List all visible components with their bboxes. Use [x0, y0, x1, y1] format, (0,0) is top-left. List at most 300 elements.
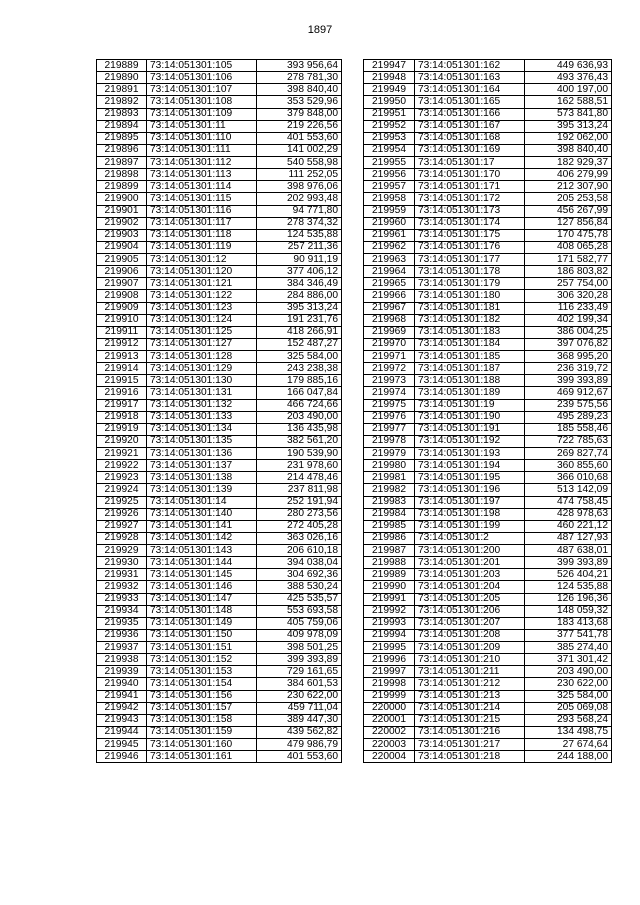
table-row [97, 302, 342, 314]
row-number-cell: 219969 [364, 326, 415, 338]
cadastral-number-cell: 73:14:051301:131 [147, 387, 257, 399]
cadastral-number-cell: 73:14:051301:147 [147, 593, 257, 605]
cadastral-value-cell: 493 376,43 [525, 72, 612, 84]
row-number-cell: 219927 [97, 520, 147, 532]
row-number-cell: 219949 [364, 84, 415, 96]
cadastral-number-cell: 73:14:051301:119 [147, 241, 257, 253]
table-row [97, 84, 342, 96]
table-row [97, 605, 342, 617]
table-row [97, 314, 342, 326]
cadastral-number-cell: 73:14:051301:195 [415, 472, 525, 484]
cadastral-value-cell: 459 711,04 [257, 702, 342, 714]
table-row [97, 484, 342, 496]
row-number-cell: 219903 [97, 229, 147, 241]
cadastral-value-cell: 395 313,24 [525, 120, 612, 132]
cadastral-number-cell: 73:14:051301:112 [147, 157, 257, 169]
cadastral-value-cell: 152 487,27 [257, 338, 342, 350]
cadastral-number-cell: 73:14:051301:211 [415, 666, 525, 678]
cadastral-number-cell: 73:14:051301:216 [415, 726, 525, 738]
row-number-cell: 219945 [97, 739, 147, 751]
cadastral-number-cell: 73:14:051301:129 [147, 363, 257, 375]
cadastral-number-cell: 73:14:051301:113 [147, 169, 257, 181]
table-row [364, 278, 612, 290]
table-row [364, 193, 612, 205]
cadastral-number-cell: 73:14:051301:168 [415, 132, 525, 144]
table-row [97, 532, 342, 544]
cadastral-number-cell: 73:14:051301:170 [415, 169, 525, 181]
table-row [364, 84, 612, 96]
cadastral-value-cell: 456 267,99 [525, 205, 612, 217]
cadastral-number-cell: 73:14:051301:152 [147, 654, 257, 666]
row-number-cell: 219970 [364, 338, 415, 350]
cadastral-number-cell: 73:14:051301:189 [415, 387, 525, 399]
table-row [97, 714, 342, 726]
row-number-cell: 219939 [97, 666, 147, 678]
cadastral-number-cell: 73:14:051301:2 [415, 532, 525, 544]
table-row [97, 338, 342, 350]
row-number-cell: 219896 [97, 144, 147, 156]
table-row [364, 326, 612, 338]
cadastral-value-cell: 134 498,75 [525, 726, 612, 738]
row-number-cell: 219943 [97, 714, 147, 726]
cadastral-number-cell: 73:14:051301:138 [147, 472, 257, 484]
row-number-cell: 219925 [97, 496, 147, 508]
cadastral-number-cell: 73:14:051301:217 [415, 739, 525, 751]
cadastral-value-cell: 377 406,12 [257, 266, 342, 278]
cadastral-number-cell: 73:14:051301:142 [147, 532, 257, 544]
table-row [97, 96, 342, 108]
row-number-cell: 219895 [97, 132, 147, 144]
row-number-cell: 219937 [97, 642, 147, 654]
cadastral-value-cell: 394 038,04 [257, 557, 342, 569]
cadastral-number-cell: 73:14:051301:162 [415, 60, 525, 72]
row-number-cell: 219892 [97, 96, 147, 108]
table-row [364, 241, 612, 253]
cadastral-value-cell: 306 320,28 [525, 290, 612, 302]
cadastral-value-cell: 239 575,56 [525, 399, 612, 411]
row-number-cell: 219974 [364, 387, 415, 399]
cadastral-value-cell: 449 636,93 [525, 60, 612, 72]
cadastral-number-cell: 73:14:051301:196 [415, 484, 525, 496]
cadastral-value-cell: 219 226,56 [257, 120, 342, 132]
cadastral-value-cell: 257 211,36 [257, 241, 342, 253]
cadastral-number-cell: 73:14:051301:194 [415, 460, 525, 472]
cadastral-number-cell: 73:14:051301:192 [415, 435, 525, 447]
table-row [364, 484, 612, 496]
cadastral-number-cell: 73:14:051301:133 [147, 411, 257, 423]
cadastral-value-cell: 487 127,93 [525, 532, 612, 544]
cadastral-value-cell: 278 374,32 [257, 217, 342, 229]
cadastral-value-cell: 183 413,68 [525, 617, 612, 629]
cadastral-value-cell: 402 199,34 [525, 314, 612, 326]
cadastral-number-cell: 73:14:051301:203 [415, 569, 525, 581]
table-row [97, 229, 342, 241]
table-row [97, 363, 342, 375]
row-number-cell: 219922 [97, 460, 147, 472]
cadastral-value-cell: 428 978,63 [525, 508, 612, 520]
cadastral-value-cell: 192 062,00 [525, 132, 612, 144]
table-row [97, 569, 342, 581]
table-row [364, 496, 612, 508]
table-row [364, 545, 612, 557]
row-number-cell: 219923 [97, 472, 147, 484]
cadastral-value-cell: 395 313,24 [257, 302, 342, 314]
cadastral-number-cell: 73:14:051301:137 [147, 460, 257, 472]
table-row [97, 254, 342, 266]
cadastral-number-cell: 73:14:051301:125 [147, 326, 257, 338]
cadastral-value-cell: 400 197,00 [525, 84, 612, 96]
cadastral-number-cell: 73:14:051301:171 [415, 181, 525, 193]
cadastral-number-cell: 73:14:051301:206 [415, 605, 525, 617]
row-number-cell: 219951 [364, 108, 415, 120]
cadastral-value-cell: 205 253,58 [525, 193, 612, 205]
cadastral-value-cell: 368 995,20 [525, 351, 612, 363]
table-row [364, 157, 612, 169]
row-number-cell: 220003 [364, 739, 415, 751]
row-number-cell: 219968 [364, 314, 415, 326]
row-number-cell: 219976 [364, 411, 415, 423]
row-number-cell: 219928 [97, 532, 147, 544]
row-number-cell: 219964 [364, 266, 415, 278]
row-number-cell: 219954 [364, 144, 415, 156]
row-number-cell: 219897 [97, 157, 147, 169]
cadastral-value-cell: 540 558,98 [257, 157, 342, 169]
table-row [97, 290, 342, 302]
cadastral-number-cell: 73:14:051301:188 [415, 375, 525, 387]
cadastral-number-cell: 73:14:051301:116 [147, 205, 257, 217]
row-number-cell: 219963 [364, 254, 415, 266]
cadastral-number-cell: 73:14:051301:215 [415, 714, 525, 726]
cadastral-number-cell: 73:14:051301:167 [415, 120, 525, 132]
cadastral-value-cell: 244 188,00 [525, 751, 612, 763]
cadastral-value-cell: 399 393,89 [525, 557, 612, 569]
cadastral-value-cell: 495 289,23 [525, 411, 612, 423]
cadastral-value-cell: 487 638,01 [525, 545, 612, 557]
cadastral-value-cell: 126 196,36 [525, 593, 612, 605]
row-number-cell: 219999 [364, 690, 415, 702]
table-row [97, 60, 342, 72]
cadastral-number-cell: 73:14:051301:159 [147, 726, 257, 738]
table-row [364, 338, 612, 350]
cadastral-number-cell: 73:14:051301:132 [147, 399, 257, 411]
cadastral-value-cell: 190 539,90 [257, 448, 342, 460]
cadastral-value-cell: 141 002,29 [257, 144, 342, 156]
cadastral-value-cell: 382 561,20 [257, 435, 342, 447]
row-number-cell: 219959 [364, 205, 415, 217]
row-number-cell: 219993 [364, 617, 415, 629]
cadastral-number-cell: 73:14:051301:139 [147, 484, 257, 496]
cadastral-value-cell: 230 622,00 [525, 678, 612, 690]
cadastral-number-cell: 73:14:051301:128 [147, 351, 257, 363]
cadastral-value-cell: 231 978,60 [257, 460, 342, 472]
row-number-cell: 219991 [364, 593, 415, 605]
cadastral-number-cell: 73:14:051301:121 [147, 278, 257, 290]
cadastral-value-cell: 388 530,24 [257, 581, 342, 593]
cadastral-number-cell: 73:14:051301:173 [415, 205, 525, 217]
cadastral-number-cell: 73:14:051301:135 [147, 435, 257, 447]
cadastral-value-cell: 205 069,08 [525, 702, 612, 714]
table-row [364, 144, 612, 156]
cadastral-number-cell: 73:14:051301:144 [147, 557, 257, 569]
cadastral-number-cell: 73:14:051301:181 [415, 302, 525, 314]
table-row [97, 496, 342, 508]
cadastral-value-cell: 243 238,38 [257, 363, 342, 375]
row-number-cell: 219934 [97, 605, 147, 617]
cadastral-number-cell: 73:14:051301:114 [147, 181, 257, 193]
table-row [97, 702, 342, 714]
table-row [364, 205, 612, 217]
table-row [364, 72, 612, 84]
cadastral-number-cell: 73:14:051301:193 [415, 448, 525, 460]
table-row [97, 193, 342, 205]
row-number-cell: 219952 [364, 120, 415, 132]
table-row [97, 72, 342, 84]
row-number-cell: 219980 [364, 460, 415, 472]
cadastral-value-cell: 304 692,36 [257, 569, 342, 581]
row-number-cell: 219990 [364, 581, 415, 593]
table-row [97, 460, 342, 472]
cadastral-number-cell: 73:14:051301:209 [415, 642, 525, 654]
table-row [97, 157, 342, 169]
table-row [364, 726, 612, 738]
cadastral-number-cell: 73:14:051301:161 [147, 751, 257, 763]
table-row [97, 435, 342, 447]
cadastral-value-cell: 136 435,98 [257, 423, 342, 435]
table-row [364, 532, 612, 544]
row-number-cell: 219984 [364, 508, 415, 520]
cadastral-number-cell: 73:14:051301:127 [147, 338, 257, 350]
row-number-cell: 219924 [97, 484, 147, 496]
cadastral-number-cell: 73:14:051301:208 [415, 629, 525, 641]
row-number-cell: 219979 [364, 448, 415, 460]
row-number-cell: 219985 [364, 520, 415, 532]
cadastral-value-cell: 384 601,53 [257, 678, 342, 690]
row-number-cell: 219989 [364, 569, 415, 581]
row-number-cell: 219916 [97, 387, 147, 399]
table-row [97, 472, 342, 484]
row-number-cell: 219972 [364, 363, 415, 375]
cadastral-number-cell: 73:14:051301:11 [147, 120, 257, 132]
cadastral-number-cell: 73:14:051301:160 [147, 739, 257, 751]
cadastral-number-cell: 73:14:051301:107 [147, 84, 257, 96]
table-row [364, 132, 612, 144]
cadastral-value-cell: 171 582,77 [525, 254, 612, 266]
cadastral-number-cell: 73:14:051301:180 [415, 290, 525, 302]
table-row [364, 60, 612, 72]
table-row [364, 751, 612, 763]
cadastral-value-table-left [96, 59, 342, 763]
table-row [364, 435, 612, 447]
cadastral-value-cell: 363 026,16 [257, 532, 342, 544]
table-row [97, 726, 342, 738]
cadastral-number-cell: 73:14:051301:163 [415, 72, 525, 84]
cadastral-value-cell: 170 475,78 [525, 229, 612, 241]
cadastral-number-cell: 73:14:051301:187 [415, 363, 525, 375]
table-row [364, 617, 612, 629]
row-number-cell: 219995 [364, 642, 415, 654]
cadastral-value-cell: 469 912,67 [525, 387, 612, 399]
row-number-cell: 219889 [97, 60, 147, 72]
cadastral-number-cell: 73:14:051301:199 [415, 520, 525, 532]
cadastral-value-cell: 257 754,00 [525, 278, 612, 290]
cadastral-value-cell: 353 529,96 [257, 96, 342, 108]
row-number-cell: 219909 [97, 302, 147, 314]
cadastral-value-cell: 203 490,00 [257, 411, 342, 423]
table-row [364, 302, 612, 314]
cadastral-number-cell: 73:14:051301:118 [147, 229, 257, 241]
cadastral-value-cell: 185 558,46 [525, 423, 612, 435]
row-number-cell: 219992 [364, 605, 415, 617]
row-number-cell: 219930 [97, 557, 147, 569]
cadastral-number-cell: 73:14:051301:179 [415, 278, 525, 290]
table-row [97, 169, 342, 181]
row-number-cell: 219906 [97, 266, 147, 278]
cadastral-value-cell: 179 885,16 [257, 375, 342, 387]
table-row [364, 569, 612, 581]
cadastral-value-cell: 124 535,88 [525, 581, 612, 593]
row-number-cell: 219962 [364, 241, 415, 253]
cadastral-number-cell: 73:14:051301:200 [415, 545, 525, 557]
table-row [97, 144, 342, 156]
cadastral-value-cell: 401 553,60 [257, 132, 342, 144]
cadastral-value-cell: 325 584,00 [525, 690, 612, 702]
cadastral-value-cell: 236 319,72 [525, 363, 612, 375]
table-row [364, 229, 612, 241]
row-number-cell: 219948 [364, 72, 415, 84]
cadastral-value-cell: 186 803,82 [525, 266, 612, 278]
cadastral-value-cell: 409 978,09 [257, 629, 342, 641]
table-row [97, 448, 342, 460]
cadastral-value-cell: 401 553,60 [257, 751, 342, 763]
cadastral-value-cell: 280 273,56 [257, 508, 342, 520]
cadastral-number-cell: 73:14:051301:110 [147, 132, 257, 144]
row-number-cell: 219908 [97, 290, 147, 302]
row-number-cell: 219913 [97, 351, 147, 363]
cadastral-number-cell: 73:14:051301:185 [415, 351, 525, 363]
row-number-cell: 220002 [364, 726, 415, 738]
table-row [364, 702, 612, 714]
cadastral-number-cell: 73:14:051301:214 [415, 702, 525, 714]
row-number-cell: 219901 [97, 205, 147, 217]
row-number-cell: 219931 [97, 569, 147, 581]
cadastral-number-cell: 73:14:051301:105 [147, 60, 257, 72]
table-row [97, 278, 342, 290]
cadastral-value-cell: 371 301,42 [525, 654, 612, 666]
table-row [97, 520, 342, 532]
table-row [364, 108, 612, 120]
row-number-cell: 219893 [97, 108, 147, 120]
table-row [364, 557, 612, 569]
cadastral-value-cell: 425 535,57 [257, 593, 342, 605]
cadastral-value-cell: 206 610,18 [257, 545, 342, 557]
cadastral-number-cell: 73:14:051301:190 [415, 411, 525, 423]
cadastral-number-cell: 73:14:051301:111 [147, 144, 257, 156]
cadastral-value-cell: 466 724,66 [257, 399, 342, 411]
row-number-cell: 219987 [364, 545, 415, 557]
table-row [97, 654, 342, 666]
row-number-cell: 219898 [97, 169, 147, 181]
cadastral-number-cell: 73:14:051301:14 [147, 496, 257, 508]
row-number-cell: 219936 [97, 629, 147, 641]
table-row [97, 241, 342, 253]
table-row [97, 581, 342, 593]
table-row [364, 678, 612, 690]
row-number-cell: 219938 [97, 654, 147, 666]
row-number-cell: 219978 [364, 435, 415, 447]
cadastral-value-cell: 474 758,45 [525, 496, 612, 508]
cadastral-number-cell: 73:14:051301:146 [147, 581, 257, 593]
cadastral-value-cell: 230 622,00 [257, 690, 342, 702]
table-row [97, 642, 342, 654]
cadastral-number-cell: 73:14:051301:197 [415, 496, 525, 508]
row-number-cell: 219981 [364, 472, 415, 484]
cadastral-value-cell: 377 541,78 [525, 629, 612, 641]
cadastral-value-cell: 384 346,49 [257, 278, 342, 290]
row-number-cell: 219932 [97, 581, 147, 593]
table-row [364, 290, 612, 302]
cadastral-value-cell: 182 929,37 [525, 157, 612, 169]
row-number-cell: 219958 [364, 193, 415, 205]
row-number-cell: 219967 [364, 302, 415, 314]
row-number-cell: 219905 [97, 254, 147, 266]
row-number-cell: 219912 [97, 338, 147, 350]
cadastral-number-cell: 73:14:051301:141 [147, 520, 257, 532]
table-row [364, 690, 612, 702]
cadastral-number-cell: 73:14:051301:158 [147, 714, 257, 726]
row-number-cell: 219941 [97, 690, 147, 702]
table-row [364, 629, 612, 641]
cadastral-number-cell: 73:14:051301:106 [147, 72, 257, 84]
table-row [364, 217, 612, 229]
table-row [364, 654, 612, 666]
cadastral-value-cell: 366 010,68 [525, 472, 612, 484]
cadastral-number-cell: 73:14:051301:17 [415, 157, 525, 169]
cadastral-value-cell: 386 004,25 [525, 326, 612, 338]
cadastral-value-cell: 252 191,94 [257, 496, 342, 508]
cadastral-value-cell: 553 693,58 [257, 605, 342, 617]
cadastral-number-cell: 73:14:051301:183 [415, 326, 525, 338]
row-number-cell: 219946 [97, 751, 147, 763]
cadastral-number-cell: 73:14:051301:151 [147, 642, 257, 654]
cadastral-value-cell: 722 785,63 [525, 435, 612, 447]
table-row [364, 411, 612, 423]
cadastral-value-cell: 479 986,79 [257, 739, 342, 751]
row-number-cell: 219986 [364, 532, 415, 544]
cadastral-number-cell: 73:14:051301:130 [147, 375, 257, 387]
row-number-cell: 219975 [364, 399, 415, 411]
cadastral-number-cell: 73:14:051301:172 [415, 193, 525, 205]
cadastral-value-cell: 397 076,82 [525, 338, 612, 350]
cadastral-number-cell: 73:14:051301:174 [415, 217, 525, 229]
cadastral-value-cell: 272 405,28 [257, 520, 342, 532]
table-row [97, 678, 342, 690]
table-row [364, 642, 612, 654]
table-row [364, 181, 612, 193]
table-row [97, 666, 342, 678]
table-row [97, 181, 342, 193]
row-number-cell: 219910 [97, 314, 147, 326]
cadastral-number-cell: 73:14:051301:109 [147, 108, 257, 120]
cadastral-value-cell: 269 827,74 [525, 448, 612, 460]
row-number-cell: 219950 [364, 96, 415, 108]
row-number-cell: 219988 [364, 557, 415, 569]
table-row [364, 314, 612, 326]
table-row [97, 593, 342, 605]
cadastral-value-cell: 418 266,91 [257, 326, 342, 338]
table-row [364, 120, 612, 132]
row-number-cell: 219891 [97, 84, 147, 96]
cadastral-value-cell: 166 047,84 [257, 387, 342, 399]
